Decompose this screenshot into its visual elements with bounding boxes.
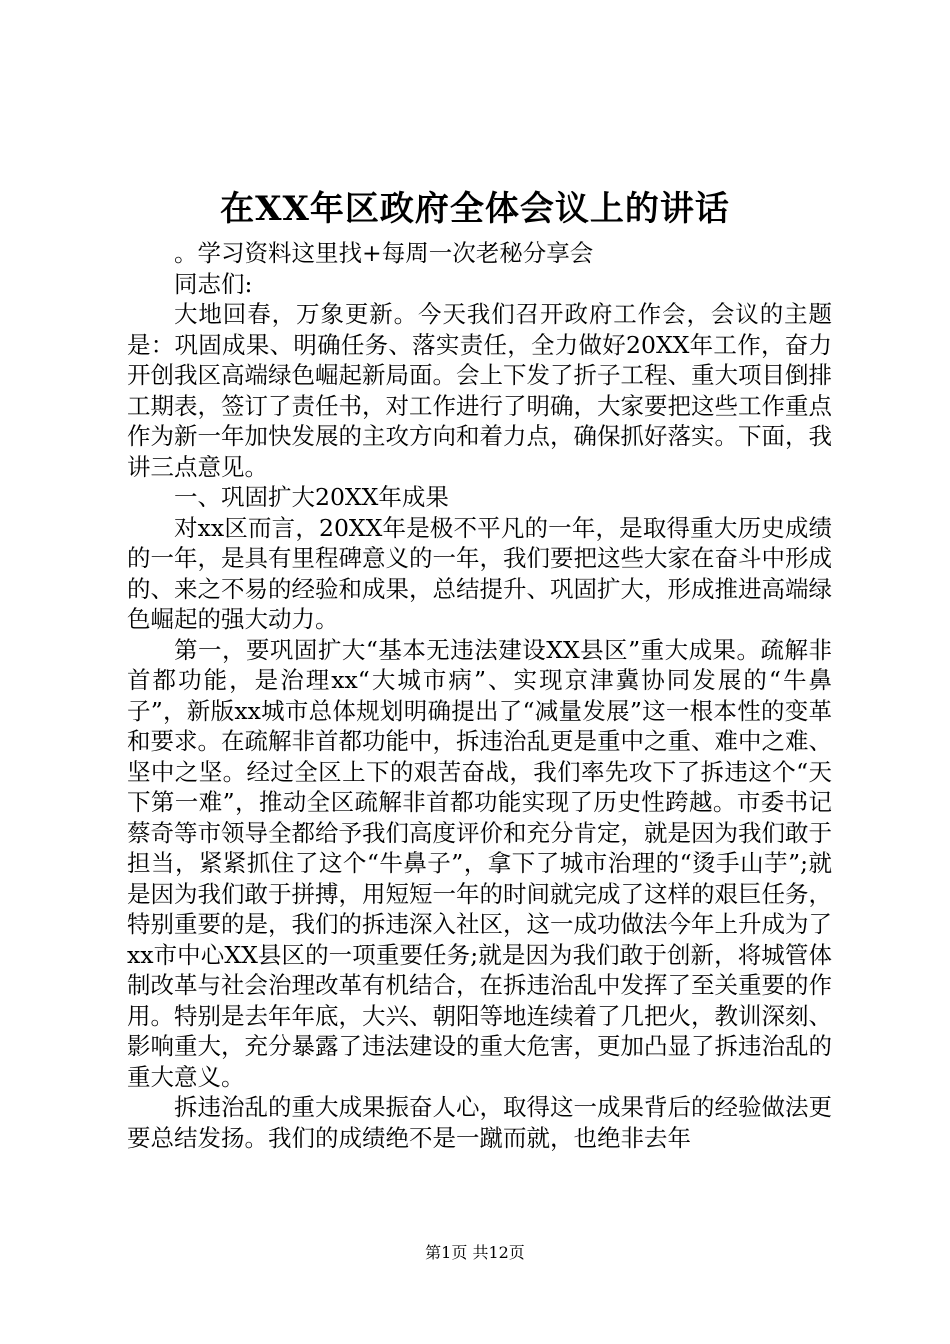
paragraph-section-1-intro: 对xx区而言，20XX年是极不平凡的一年，是取得重大历史成绩的一年，是具有里程碑意义的一年，我们要把这些大家在奋斗中形成的、来之不易的经验和成果，总结提升、巩固扩大，形成推进高端绿色崛起的强大动力。: [127, 513, 832, 633]
paragraph-intro-note: 。学习资料这里找+每周一次老秘分享会: [174, 239, 594, 267]
paragraph-continuation: 拆违治乱的重大成果振奋人心，取得这一成果背后的经验做法更要总结发扬。我们的成绩绝不是一蹴而就，也绝非去年: [127, 1093, 832, 1152]
document-body: [127, 238, 832, 1153]
section-heading-1: 一、巩固扩大20XX年成果: [174, 483, 449, 511]
paragraph-salutation: 同志们:: [174, 269, 253, 298]
page-footer: 第1页 共12页: [425, 1243, 525, 1262]
paragraph-opening: 大地回春，万象更新。今天我们召开政府工作会，会议的主题是：巩固成果、明确任务、落实责任，全力做好20XX年工作，奋力开创我区高端绿色崛起新局面。会上下发了折子工程、重大项目倒排工期表，签订了责任书，对工作进行了明确，大家要把这些工作重点作为新一年加快发展的主攻方向和着力点，确保抓好落实。下面，我讲三点意见。: [127, 300, 832, 481]
paragraph-point-1: 第一，要巩固扩大“基本无违法建设XX县区”重大成果。疏解非首都功能，是治理xx“大城市病”、实现京津冀协同发展的“牛鼻子”，新版xx城市总体规划明确提出了“减量发展”这一根本性的变革和要求。在疏解非首都功能中，拆违治乱更是重中之重、难中之难、坚中之坚。经过全区上下的艰苦奋战，我们率先攻下了拆违这个“天下第一难”，推动全区疏解非首都功能实现了历史性跨越。市委书记蔡奇等市领导全都给予我们高度评价和充分肯定，就是因为我们敢于担当，紧紧抓住了这个“牛鼻子”，拿下了城市治理的“烫手山芋”;就是因为我们敢于拼搏，用短短一年的时间就完成了这样的艰巨任务，特别重要的是，我们的拆违深入社区，这一成功做法今年上升成为了xx市中心XX县区的一项重要任务;就是因为我们敢于创新，将城管体制改革与社会治理改革有机结合，在拆违治乱中发挥了至关重要的作用。特别是去年年底，大兴、朝阳等地连续着了几把火，教训深刻、影响重大，充分暴露了违法建设的重大危害，更加凸显了拆违治乱的重大意义。: [127, 635, 832, 1091]
document-title: 在XX年区政府全体会议上的讲话: [220, 189, 730, 229]
